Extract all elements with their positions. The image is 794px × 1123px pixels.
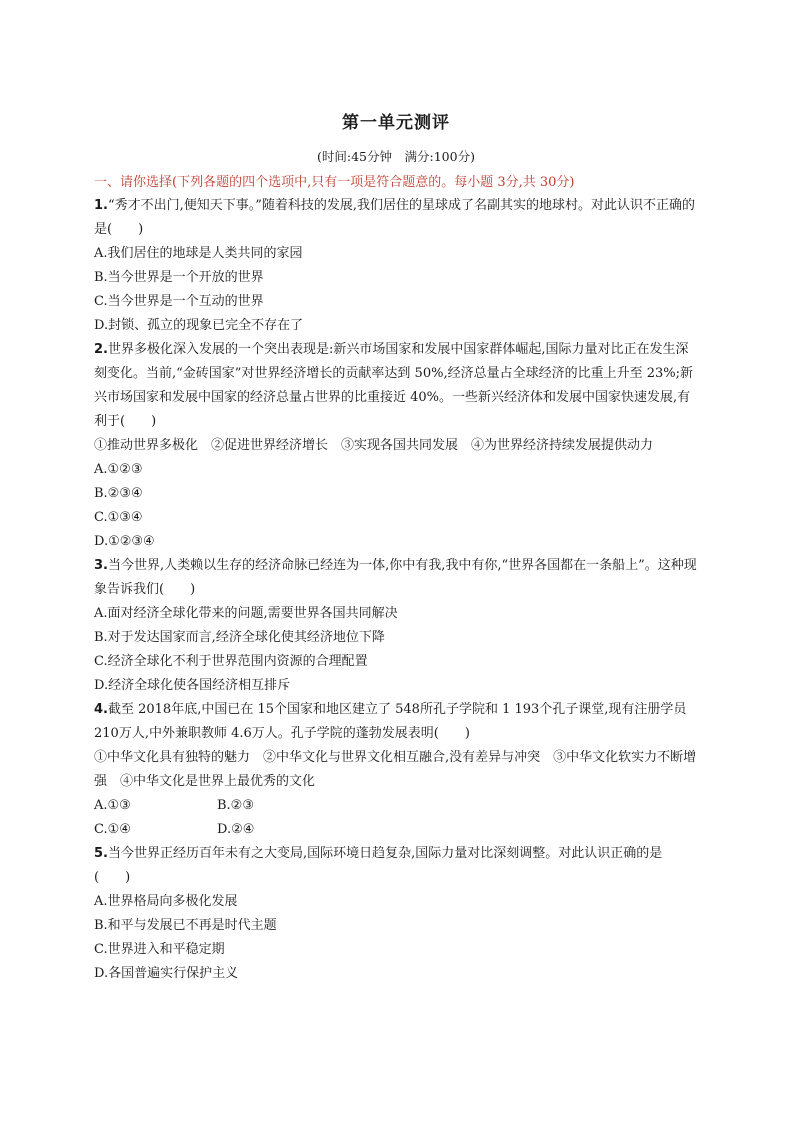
page-title: 第一单元测评 <box>342 113 450 133</box>
option-a: A.①③ <box>94 798 131 813</box>
document-content <box>94 108 698 986</box>
question-number: 2. <box>94 342 108 357</box>
option-b: B.当今世界是一个开放的世界 <box>94 270 264 285</box>
option-b: B.对于发达国家而言,经济全球化使其经济地位下降 <box>94 630 385 645</box>
question-text: 截至 2018年底,中国已在 15个国家和地区建立了 548所孔子学院和 1 193个孔子课堂,现有注册学员 210万人,中外兼职教师 4.6万人。孔子学院的蓬勃发展表明( ) <box>94 702 687 741</box>
question-stem <box>94 842 698 890</box>
question-text: 世界多极化深入发展的一个突出表现是:新兴市场国家和发展中国家群体崛起,国际力量对比正在发生深刻变化。当前,“金砖国家”对世界经济增长的贡献率达到 50%,经济总量占全球经济的比重上升至 23%;新兴市场国家和发展中国家的经济总量占世界的比重接近 40%。一些新兴经济体和发展中国家快速发展,有利于( ) <box>94 342 693 429</box>
question-text: 当今世界,人类赖以生存的经济命脉已经连为一体,你中有我,我中有你,“世界各国都在一条船上”。这种现象告诉我们( ) <box>94 558 697 597</box>
question-stem <box>94 554 698 602</box>
option-a: A.①②③ <box>94 462 143 477</box>
option-d: D.②④ <box>217 822 255 837</box>
question-number: 4. <box>94 702 108 717</box>
option-d: D.各国普遍实行保护主义 <box>94 966 239 981</box>
question-4 <box>94 698 698 842</box>
option-b: B.②③④ <box>94 486 143 501</box>
question-stem <box>94 194 698 242</box>
option-c: C.①③④ <box>94 510 143 525</box>
question-2 <box>94 338 698 554</box>
section-heading: 一、请你选择(下列各题的四个选项中,只有一项是符合题意的。每小题 3分,共 30分) <box>94 175 575 190</box>
question-stem <box>94 338 698 434</box>
option-row <box>94 818 698 842</box>
option-a: A.世界格局向多极化发展 <box>94 894 238 909</box>
option-c: C.当今世界是一个互动的世界 <box>94 294 264 309</box>
option-d: D.①②③④ <box>94 534 155 549</box>
option-b: B.②③ <box>217 798 254 813</box>
option-d: D.封锁、孤立的现象已完全不存在了 <box>94 318 304 333</box>
option-a: A.我们居住的地球是人类共同的家园 <box>94 246 303 261</box>
question-5 <box>94 842 698 986</box>
option-row <box>94 794 698 818</box>
option-a: A.面对经济全球化带来的问题,需要世界各国共同解决 <box>94 606 398 621</box>
question-text: 当今世界正经历百年未有之大变局,国际环境日趋复杂,国际力量对比深刻调整。对此认识正确的是( ) <box>94 846 663 885</box>
exam-info: (时间:45分钟 满分:100分) <box>317 149 475 164</box>
question-number: 3. <box>94 558 108 573</box>
question-number: 5. <box>94 846 108 861</box>
option-b: B.和平与发展已不再是时代主题 <box>94 918 277 933</box>
option-c: C.经济全球化不利于世界范围内资源的合理配置 <box>94 654 368 669</box>
question-number: 1. <box>94 198 108 213</box>
option-c: C.世界进入和平稳定期 <box>94 942 225 957</box>
question-items: ①中华文化具有独特的魅力 ②中华文化与世界文化相互融合,没有差异与冲突 ③中华文化软实力不断增强 ④中华文化是世界上最优秀的文化 <box>94 750 697 789</box>
question-items: ①推动世界多极化 ②促进世界经济增长 ③实现各国共同发展 ④为世界经济持续发展提供动力 <box>94 438 654 453</box>
question-text: “秀才不出门,便知天下事。”随着科技的发展,我们居住的星球成了名副其实的地球村。对此认识不正确的是( ) <box>94 198 696 237</box>
option-c: C.①④ <box>94 822 131 837</box>
question-stem <box>94 698 698 746</box>
question-3 <box>94 554 698 698</box>
question-1 <box>94 194 698 338</box>
option-d: D.经济全球化使各国经济相互排斥 <box>94 678 291 693</box>
